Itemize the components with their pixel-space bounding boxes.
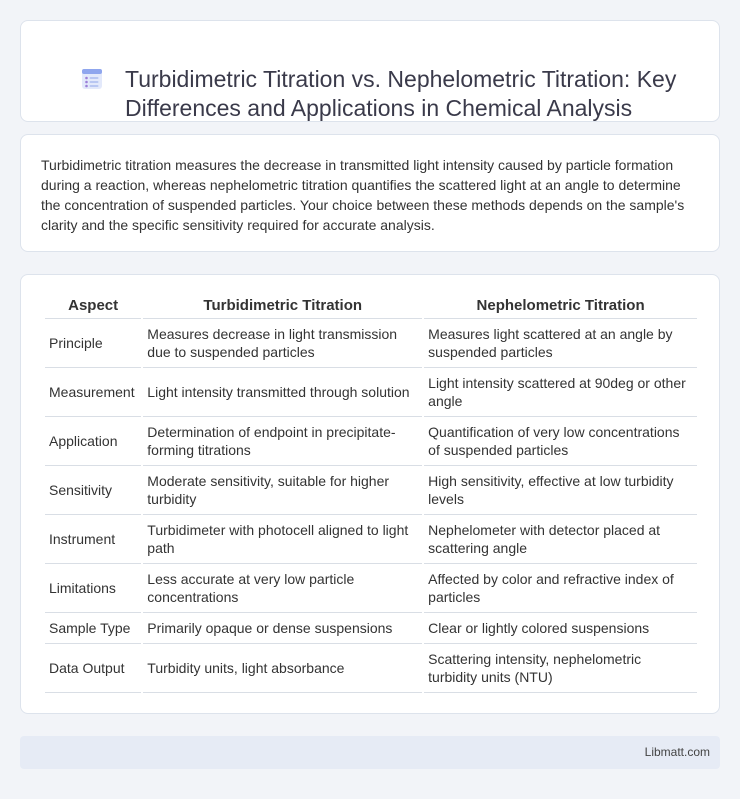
aspect-cell: Limitations (45, 564, 141, 613)
turbidimetric-cell: Turbidimeter with photocell aligned to light path (143, 515, 422, 564)
nephelometric-cell: Quantification of very low concentrations of suspended particles (424, 417, 697, 466)
aspect-cell: Instrument (45, 515, 141, 564)
aspect-cell: Principle (45, 319, 141, 368)
nephelometric-cell: Light intensity scattered at 90deg or other angle (424, 368, 697, 417)
header-nephelometric: Nephelometric Titration (424, 295, 697, 319)
page-title: Turbidimetric Titration vs. Nephelometric Titration: Key Differences and Applications in Chemical Analysis (125, 66, 677, 121)
table-row (45, 368, 697, 417)
aspect-cell: Data Output (45, 644, 141, 693)
nephelometric-cell: Measures light scattered at an angle by suspended particles (424, 319, 697, 368)
table-header-row (45, 295, 697, 319)
header-aspect: Aspect (45, 295, 141, 319)
aspect-cell: Sensitivity (45, 466, 141, 515)
turbidimetric-cell: Light intensity transmitted through solution (143, 368, 422, 417)
nephelometric-cell: Nephelometer with detector placed at scattering angle (424, 515, 697, 564)
table-row (45, 466, 697, 515)
table-row (45, 417, 697, 466)
header-turbidimetric: Turbidimetric Titration (143, 295, 422, 319)
aspect-cell: Sample Type (45, 613, 141, 644)
comparison-table (43, 295, 699, 693)
aspect-cell: Application (45, 417, 141, 466)
turbidimetric-cell: Primarily opaque or dense suspensions (143, 613, 422, 644)
title-card (20, 20, 720, 122)
table-row (45, 319, 697, 368)
footer-bar (20, 736, 720, 769)
comparison-card (20, 274, 720, 714)
table-row (45, 644, 697, 693)
table-row (45, 564, 697, 613)
turbidimetric-cell: Determination of endpoint in precipitate-forming titrations (143, 417, 422, 466)
nephelometric-cell: Affected by color and refractive index of particles (424, 564, 697, 613)
document-list-icon (81, 68, 103, 90)
table-row (45, 515, 697, 564)
nephelometric-cell: Scattering intensity, nephelometric turbidity units (NTU) (424, 644, 697, 693)
turbidimetric-cell: Less accurate at very low particle concentrations (143, 564, 422, 613)
nephelometric-cell: Clear or lightly colored suspensions (424, 613, 697, 644)
nephelometric-cell: High sensitivity, effective at low turbidity levels (424, 466, 697, 515)
aspect-cell: Measurement (45, 368, 141, 417)
summary-card (20, 134, 720, 252)
turbidimetric-cell: Turbidity units, light absorbance (143, 644, 422, 693)
summary-paragraph: Turbidimetric titration measures the decrease in transmitted light intensity caused by particle formation during a reaction, whereas nephelometric titration quantifies the scattered light at an angle to determine the concentration of suspended particles. Your choice between these methods depends on the sample's clarity and the specific sensitivity required for accurate analysis. (41, 157, 685, 233)
table-row (45, 613, 697, 644)
turbidimetric-cell: Measures decrease in light transmission due to suspended particles (143, 319, 422, 368)
turbidimetric-cell: Moderate sensitivity, suitable for higher turbidity (143, 466, 422, 515)
footer-brand-link[interactable]: Libmatt.com (644, 745, 710, 759)
